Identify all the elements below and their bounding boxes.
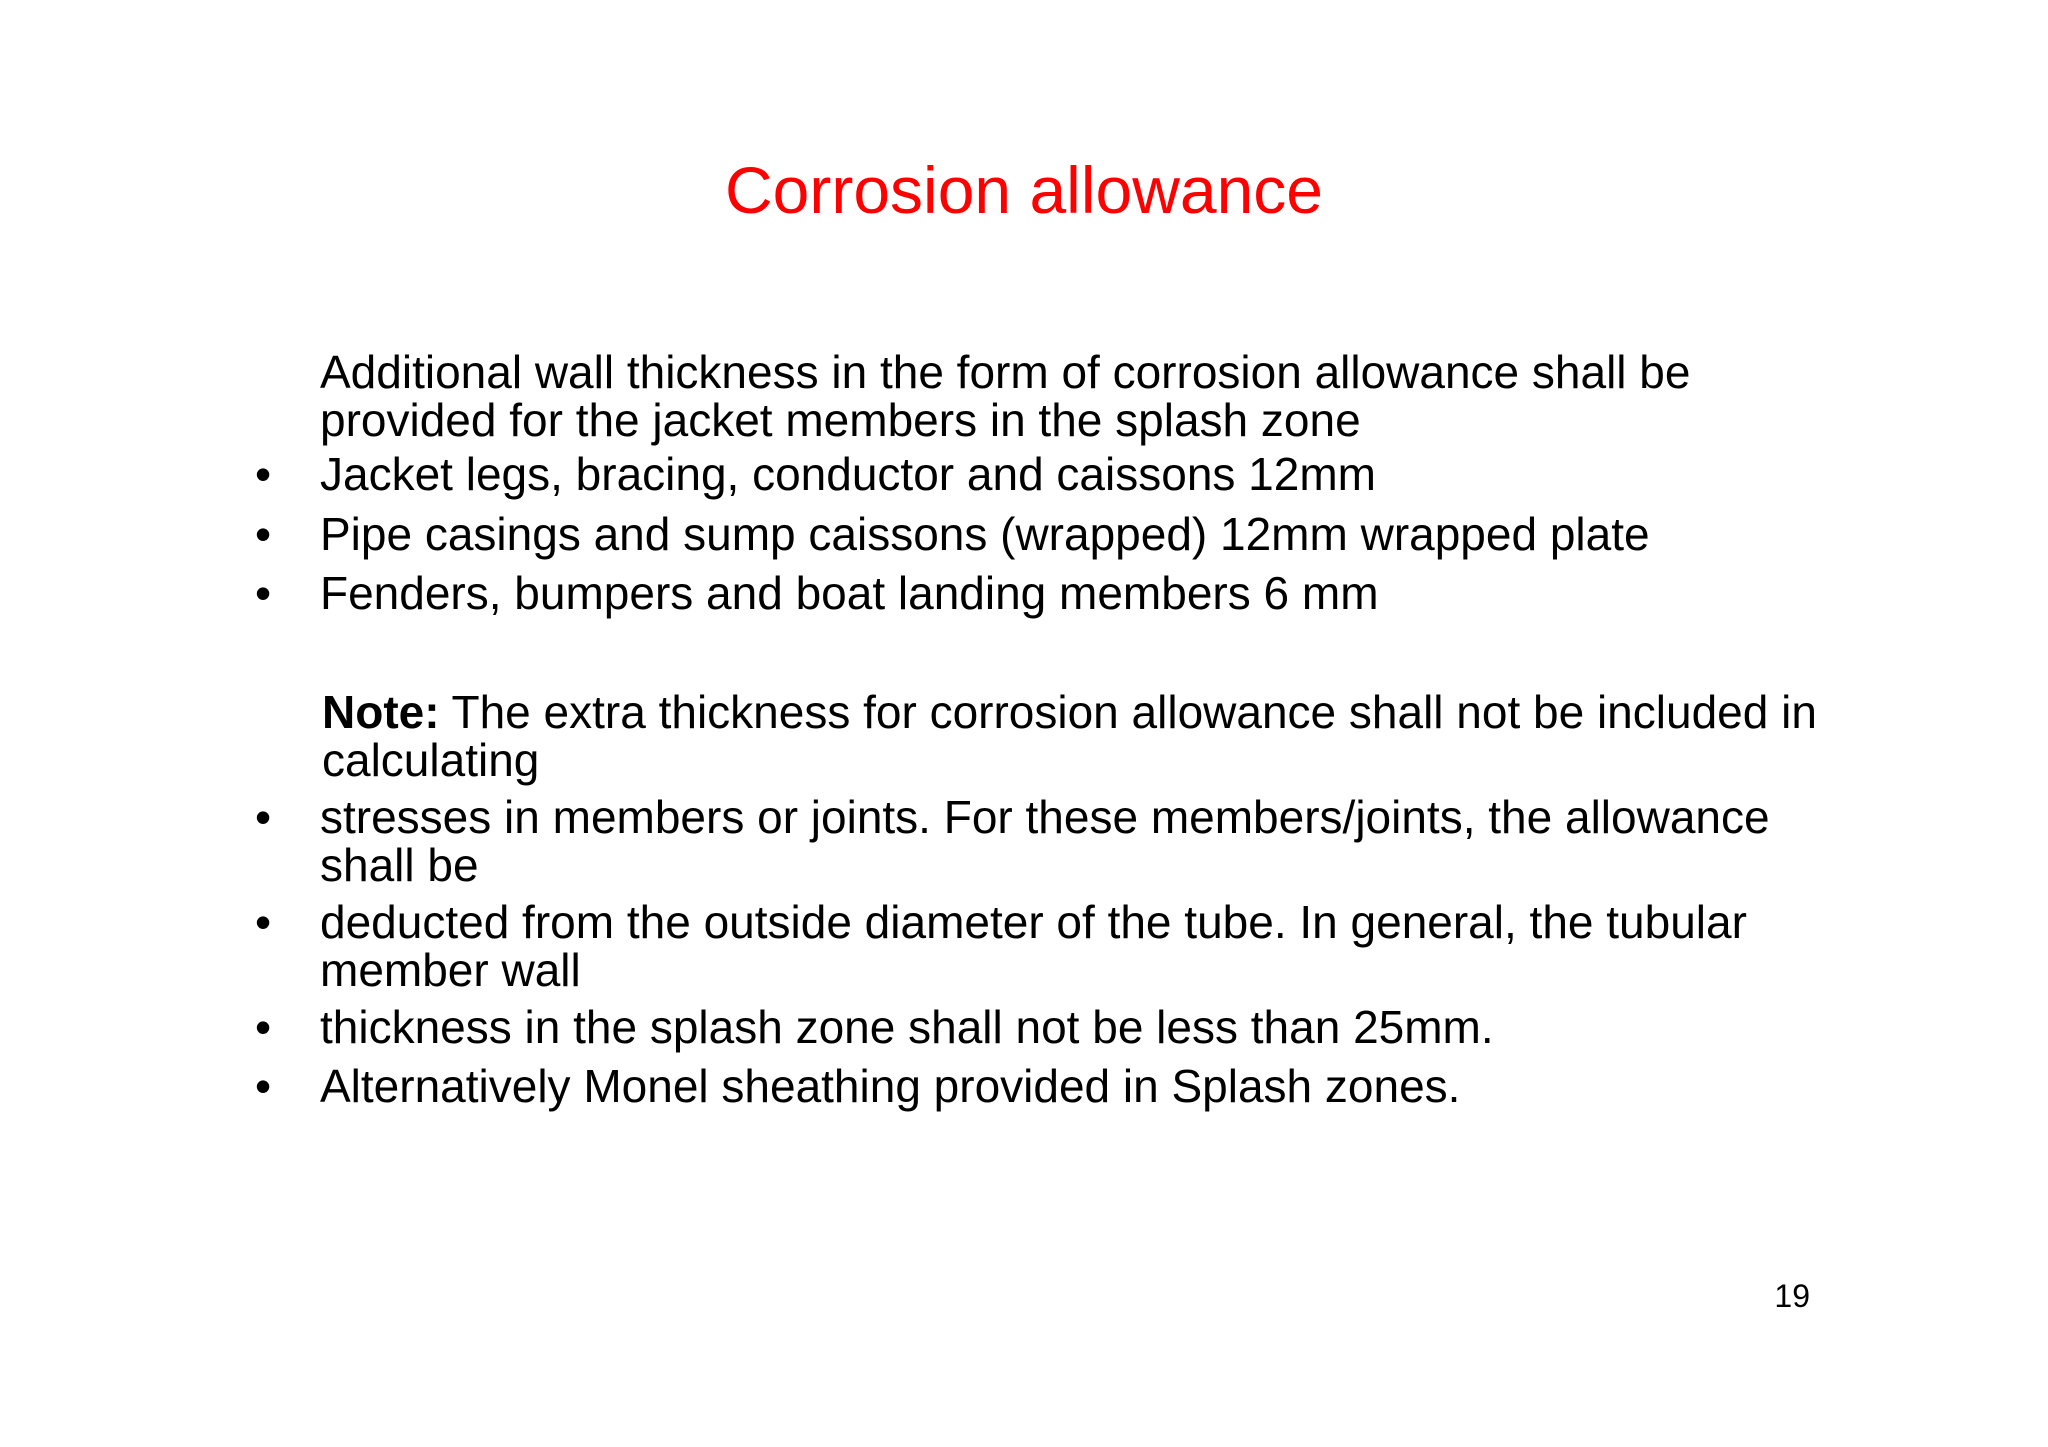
bullet-marker: •	[255, 567, 272, 619]
bullet-text: Alternatively Monel sheathing provided in Splash zones.	[320, 1060, 1461, 1112]
page-number: 19	[1774, 1278, 1810, 1314]
intro-paragraph: Additional wall thickness in the form of corrosion allowance shall be provided for the jacket members in the splash zone	[320, 346, 1691, 446]
note-label: Note:	[322, 686, 440, 738]
bullet-text: deducted from the outside diameter of the tube. In general, the tubular member wall	[320, 896, 1747, 996]
bullet-text: Pipe casings and sump caissons (wrapped) 12mm wrapped plate	[320, 508, 1650, 560]
bullet-marker: •	[255, 791, 272, 843]
bullet-marker: •	[255, 508, 272, 560]
bullet-marker: •	[255, 896, 272, 948]
bullet-text: stresses in members or joints. For these members/joints, the allowance shall be	[320, 791, 1770, 891]
note-text: The extra thickness for corrosion allowance shall not be included in calculating	[322, 686, 1817, 786]
slide-title: Corrosion allowance	[725, 153, 1323, 227]
bullet-marker: •	[255, 448, 272, 500]
bullet-text: Fenders, bumpers and boat landing members 6 mm	[320, 567, 1379, 619]
bullet-text: Jacket legs, bracing, conductor and caissons 12mm	[320, 448, 1376, 500]
bullet-text: thickness in the splash zone shall not be less than 25mm.	[320, 1001, 1494, 1053]
note-paragraph	[322, 688, 1842, 784]
bullet-marker: •	[255, 1060, 272, 1112]
bullet-marker: •	[255, 1001, 272, 1053]
